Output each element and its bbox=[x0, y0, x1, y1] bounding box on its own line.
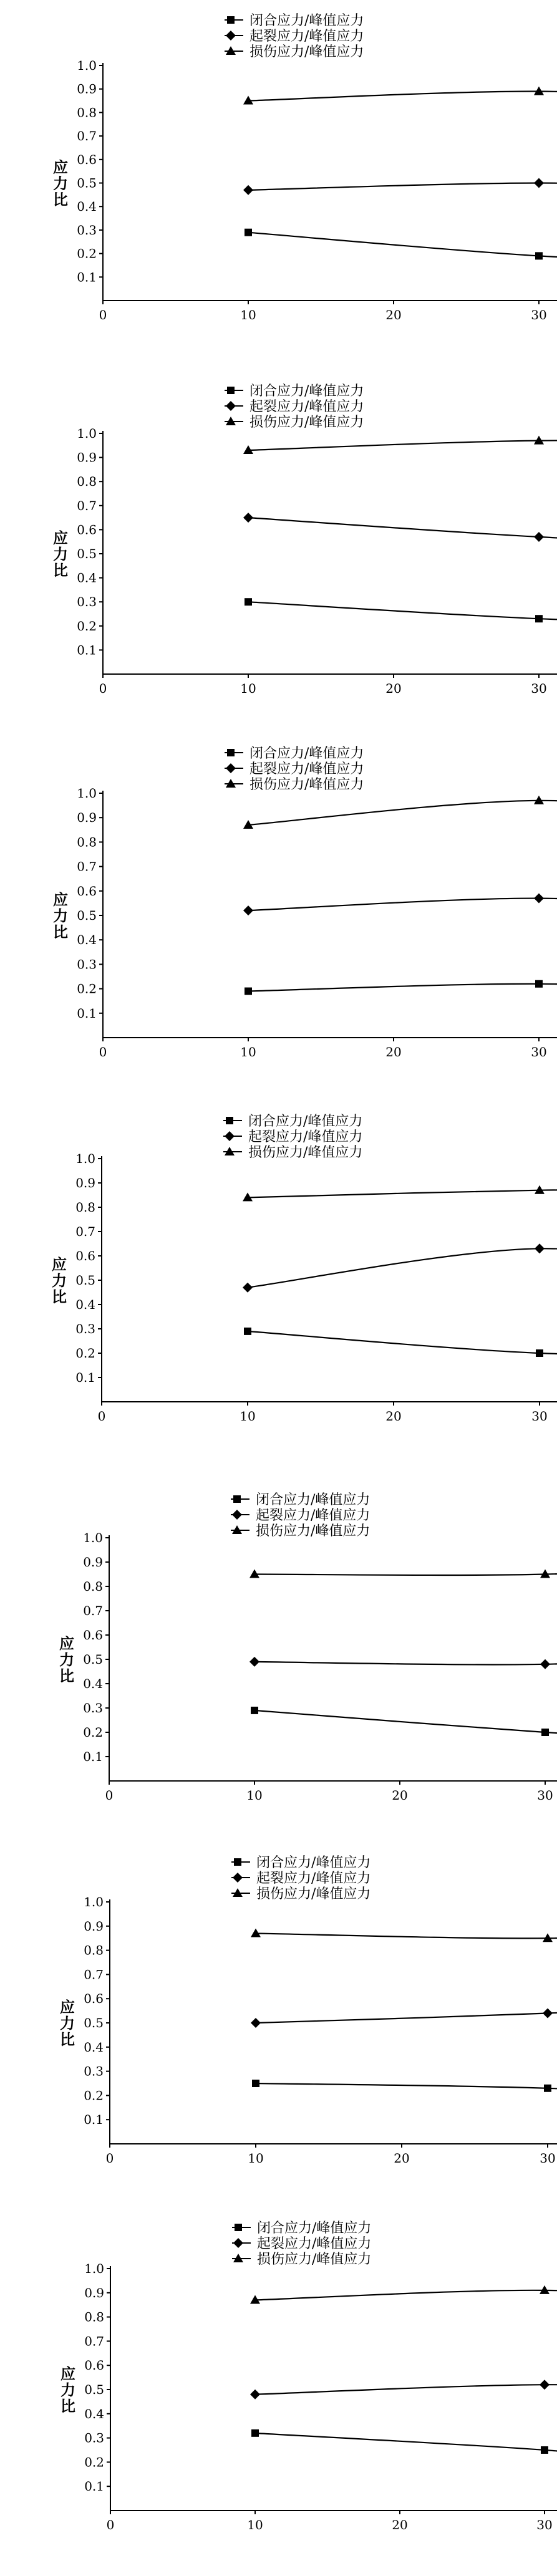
series-line-closure bbox=[248, 233, 557, 268]
x-tick-label: 20 bbox=[385, 1044, 401, 1059]
legend-diamond-marker-icon bbox=[226, 31, 236, 41]
y-tick-label: 0.9 bbox=[84, 2285, 104, 2300]
chart-panel-5 bbox=[57, 1492, 557, 1840]
y-axis-label: 应力比 bbox=[57, 1999, 75, 2048]
legend-diamond-marker-icon bbox=[226, 763, 236, 773]
data-point-diamond bbox=[243, 185, 253, 195]
chart-panel-6 bbox=[57, 1855, 557, 2202]
legend-label-crack: 起裂应力/峰值应力 bbox=[249, 761, 364, 777]
y-tick-label: 0.3 bbox=[77, 223, 97, 238]
y-tick-label: 0.3 bbox=[77, 594, 97, 609]
legend-label-closure: 闭合应力/峰值应力 bbox=[256, 1492, 370, 1508]
legend-label-crack: 起裂应力/峰值应力 bbox=[249, 399, 364, 415]
legend-square-marker-icon bbox=[227, 749, 235, 756]
y-tick-label: 0.6 bbox=[75, 1248, 95, 1263]
x-tick-label: 10 bbox=[246, 1788, 262, 1803]
y-tick-label: 0.4 bbox=[77, 199, 97, 214]
series-line-closure bbox=[256, 2083, 557, 2110]
y-tick-label: 0.7 bbox=[75, 1224, 95, 1239]
data-point-diamond bbox=[534, 894, 544, 904]
x-tick-label: 30 bbox=[531, 307, 546, 322]
legend-label-closure: 闭合应力/峰值应力 bbox=[256, 1855, 371, 1871]
legend-label-crack: 起裂应力/峰值应力 bbox=[256, 1871, 371, 1886]
y-tick-label: 0.9 bbox=[77, 810, 97, 825]
y-tick-label: 0.9 bbox=[75, 1175, 95, 1190]
y-tick-label: 0.4 bbox=[84, 2040, 104, 2055]
chart-panel-7 bbox=[58, 2221, 557, 2567]
y-tick-label: 0.6 bbox=[77, 884, 97, 899]
data-point-diamond bbox=[250, 2390, 260, 2400]
legend-label-closure: 闭合应力/峰值应力 bbox=[249, 746, 364, 761]
y-tick-label: 0.7 bbox=[84, 1967, 104, 1982]
y-tick-label: 0.6 bbox=[84, 1991, 104, 2006]
x-tick-label: 0 bbox=[106, 2151, 114, 2166]
y-tick-label: 0.6 bbox=[83, 1628, 103, 1643]
x-tick-label: 10 bbox=[240, 681, 256, 696]
legend-label-damage: 损伤应力/峰值应力 bbox=[249, 415, 364, 430]
series-line-damage bbox=[248, 1190, 557, 1198]
y-tick-label: 0.3 bbox=[83, 1700, 103, 1715]
series-line-closure bbox=[254, 1710, 557, 1749]
x-tick-label: 10 bbox=[240, 1409, 255, 1424]
y-tick-label: 0.7 bbox=[84, 2333, 104, 2348]
legend-diamond-marker-icon bbox=[226, 401, 236, 411]
y-tick-label: 1.0 bbox=[77, 426, 97, 441]
series-line-damage bbox=[254, 1562, 557, 1575]
y-tick-label: 0.6 bbox=[84, 2358, 104, 2373]
y-tick-label: 0.7 bbox=[77, 859, 97, 874]
series-line-crack bbox=[248, 518, 557, 544]
y-tick-label: 0.4 bbox=[75, 1297, 95, 1312]
series-line-closure bbox=[248, 1331, 557, 1366]
y-tick-label: 0.8 bbox=[77, 834, 97, 849]
legend-square-marker-icon bbox=[233, 1495, 241, 1503]
y-tick-label: 0.2 bbox=[84, 2454, 104, 2469]
y-tick-label: 0.5 bbox=[77, 546, 97, 561]
series-line-closure bbox=[255, 2433, 557, 2479]
data-point-square bbox=[251, 1707, 258, 1714]
y-tick-label: 0.2 bbox=[83, 1725, 103, 1740]
data-point-square bbox=[245, 598, 252, 605]
legend-diamond-marker-icon bbox=[225, 1131, 235, 1141]
y-tick-label: 0.8 bbox=[84, 2310, 104, 2325]
legend-square-marker-icon bbox=[234, 1858, 241, 1866]
data-point-square bbox=[535, 980, 543, 988]
series-line-crack bbox=[256, 2001, 557, 2023]
x-tick-label: 0 bbox=[107, 2517, 115, 2532]
legend-label-damage: 损伤应力/峰值应力 bbox=[257, 2252, 371, 2267]
y-tick-label: 0.3 bbox=[84, 2431, 104, 2446]
y-tick-label: 0.3 bbox=[84, 2064, 104, 2079]
x-tick-label: 20 bbox=[392, 1788, 407, 1803]
legend-label-crack: 起裂应力/峰值应力 bbox=[257, 2236, 371, 2252]
y-tick-label: 0.8 bbox=[77, 105, 97, 120]
series-line-crack bbox=[255, 2385, 557, 2395]
x-tick-label: 30 bbox=[540, 2151, 555, 2166]
y-tick-label: 0.5 bbox=[84, 2015, 104, 2030]
legend-label-crack: 起裂应力/峰值应力 bbox=[256, 1508, 370, 1523]
data-point-diamond bbox=[534, 532, 544, 542]
y-axis-label: 应力比 bbox=[51, 159, 69, 208]
y-tick-label: 0.8 bbox=[84, 1943, 104, 1958]
legend-label-damage: 损伤应力/峰值应力 bbox=[256, 1523, 370, 1539]
data-point-diamond bbox=[534, 178, 544, 188]
y-axis-label: 应力比 bbox=[49, 1256, 67, 1305]
legend-square-marker-icon bbox=[226, 1117, 233, 1124]
y-tick-label: 0.9 bbox=[77, 82, 97, 97]
x-tick-label: 30 bbox=[531, 1409, 547, 1424]
y-tick-label: 0.1 bbox=[84, 2479, 104, 2494]
y-tick-label: 0.1 bbox=[83, 1749, 103, 1764]
series-line-crack bbox=[248, 1248, 557, 1287]
data-point-square bbox=[245, 229, 252, 236]
data-point-square bbox=[541, 1729, 549, 1736]
data-point-square bbox=[536, 1349, 543, 1357]
y-tick-label: 0.5 bbox=[77, 908, 97, 923]
y-axis-label: 应力比 bbox=[57, 1635, 75, 1684]
y-tick-label: 0.1 bbox=[84, 2112, 104, 2127]
x-tick-label: 10 bbox=[248, 2151, 263, 2166]
series-line-closure bbox=[248, 984, 557, 995]
y-tick-label: 0.8 bbox=[83, 1579, 103, 1594]
y-tick-label: 0.1 bbox=[77, 642, 97, 657]
data-point-diamond bbox=[243, 513, 253, 523]
y-tick-label: 1.0 bbox=[77, 786, 97, 801]
x-tick-label: 0 bbox=[98, 1409, 106, 1424]
series-line-crack bbox=[248, 181, 557, 190]
legend-label-damage: 损伤应力/峰值应力 bbox=[256, 1886, 371, 1902]
x-tick-label: 30 bbox=[537, 1788, 553, 1803]
y-tick-label: 0.2 bbox=[75, 1346, 95, 1361]
data-point-diamond bbox=[540, 2380, 550, 2390]
y-tick-label: 1.0 bbox=[77, 58, 97, 73]
legend-diamond-marker-icon bbox=[233, 1873, 243, 1883]
y-tick-label: 0.5 bbox=[75, 1273, 95, 1288]
x-tick-label: 20 bbox=[385, 681, 401, 696]
series-line-damage bbox=[255, 2290, 557, 2315]
y-tick-label: 1.0 bbox=[75, 1151, 95, 1166]
legend-square-marker-icon bbox=[227, 387, 235, 394]
y-tick-label: 0.3 bbox=[75, 1321, 95, 1336]
y-tick-label: 0.2 bbox=[77, 982, 97, 996]
y-axis-label: 应力比 bbox=[51, 529, 69, 579]
y-axis-label: 应力比 bbox=[58, 2365, 76, 2414]
y-tick-label: 0.4 bbox=[77, 571, 97, 586]
y-tick-label: 0.4 bbox=[84, 2406, 104, 2421]
y-tick-label: 0.7 bbox=[77, 128, 97, 143]
legend-label-crack: 起裂应力/峰值应力 bbox=[249, 29, 364, 44]
y-tick-label: 0.4 bbox=[77, 932, 97, 947]
series-line-damage bbox=[248, 91, 557, 103]
legend-label-damage: 损伤应力/峰值应力 bbox=[248, 1145, 362, 1160]
series-line-closure bbox=[248, 602, 557, 635]
x-tick-label: 0 bbox=[99, 681, 107, 696]
data-point-diamond bbox=[543, 2008, 553, 2018]
data-point-square bbox=[251, 2429, 259, 2437]
legend-label-closure: 闭合应力/峰值应力 bbox=[257, 2221, 371, 2236]
y-tick-label: 0.6 bbox=[77, 522, 97, 537]
x-tick-label: 20 bbox=[392, 2517, 407, 2532]
data-point-diamond bbox=[540, 1659, 550, 1669]
y-tick-label: 0.7 bbox=[83, 1603, 103, 1618]
data-point-square bbox=[541, 2446, 548, 2454]
y-tick-label: 0.8 bbox=[77, 474, 97, 489]
data-point-diamond bbox=[249, 1657, 259, 1667]
y-tick-label: 0.4 bbox=[83, 1676, 103, 1691]
data-point-square bbox=[245, 988, 252, 995]
x-tick-label: 10 bbox=[240, 1044, 256, 1059]
legend-label-damage: 损伤应力/峰值应力 bbox=[249, 777, 364, 793]
y-axis-label: 应力比 bbox=[51, 891, 69, 940]
legend-label-closure: 闭合应力/峰值应力 bbox=[249, 384, 364, 399]
legend-square-marker-icon bbox=[227, 16, 235, 24]
y-tick-label: 0.2 bbox=[84, 2088, 104, 2103]
legend-label-damage: 损伤应力/峰值应力 bbox=[249, 44, 364, 60]
data-point-square bbox=[535, 252, 543, 259]
x-tick-label: 30 bbox=[531, 1044, 546, 1059]
x-tick-label: 10 bbox=[240, 307, 256, 322]
chart-panel-3 bbox=[51, 746, 557, 1099]
x-tick-label: 10 bbox=[247, 2517, 263, 2532]
y-tick-label: 0.5 bbox=[83, 1652, 103, 1667]
data-point-square bbox=[535, 615, 543, 622]
y-tick-label: 0.6 bbox=[77, 152, 97, 167]
legend-diamond-marker-icon bbox=[232, 1510, 242, 1520]
series-line-crack bbox=[248, 899, 557, 914]
x-tick-label: 0 bbox=[105, 1788, 114, 1803]
y-tick-label: 0.7 bbox=[77, 498, 97, 513]
y-tick-label: 1.0 bbox=[84, 1894, 104, 1909]
y-tick-label: 1.0 bbox=[84, 2261, 104, 2276]
x-tick-label: 30 bbox=[531, 681, 546, 696]
data-point-diamond bbox=[251, 2018, 261, 2028]
y-tick-label: 0.1 bbox=[77, 269, 97, 284]
y-tick-label: 0.5 bbox=[77, 176, 97, 191]
y-tick-label: 1.0 bbox=[83, 1530, 103, 1545]
legend-diamond-marker-icon bbox=[233, 2238, 243, 2248]
y-tick-label: 0.9 bbox=[83, 1555, 103, 1570]
chart-panel-4 bbox=[49, 1114, 557, 1462]
y-tick-label: 0.1 bbox=[77, 1006, 97, 1021]
legend-square-marker-icon bbox=[235, 2224, 242, 2231]
series-line-damage bbox=[256, 1929, 557, 1941]
series-line-damage bbox=[248, 801, 557, 825]
y-tick-label: 0.3 bbox=[77, 957, 97, 972]
y-tick-label: 0.2 bbox=[77, 619, 97, 634]
x-tick-label: 20 bbox=[394, 2151, 409, 2166]
chart-panel-2 bbox=[51, 384, 557, 734]
y-tick-label: 0.9 bbox=[77, 450, 97, 465]
y-tick-label: 0.1 bbox=[75, 1370, 95, 1385]
x-tick-label: 0 bbox=[99, 307, 107, 322]
x-tick-label: 0 bbox=[99, 1044, 107, 1059]
legend-label-crack: 起裂应力/峰值应力 bbox=[248, 1129, 362, 1145]
x-tick-label: 20 bbox=[385, 1409, 401, 1424]
y-tick-label: 0.5 bbox=[84, 2382, 104, 2397]
x-tick-label: 20 bbox=[385, 307, 401, 322]
y-tick-label: 0.8 bbox=[75, 1200, 95, 1215]
data-point-square bbox=[252, 2080, 259, 2087]
series-line-damage bbox=[248, 440, 557, 455]
data-point-diamond bbox=[243, 1283, 253, 1293]
data-point-diamond bbox=[535, 1243, 545, 1253]
y-tick-label: 0.2 bbox=[77, 246, 97, 261]
chart-panel-1 bbox=[51, 13, 557, 364]
series-line-crack bbox=[254, 1647, 557, 1665]
legend-label-closure: 闭合应力/峰值应力 bbox=[248, 1114, 362, 1129]
x-tick-label: 30 bbox=[536, 2517, 552, 2532]
data-point-square bbox=[244, 1328, 251, 1335]
y-tick-label: 0.9 bbox=[84, 1919, 104, 1934]
legend-label-closure: 闭合应力/峰值应力 bbox=[249, 13, 364, 29]
data-point-diamond bbox=[243, 905, 253, 915]
data-point-square bbox=[544, 2085, 551, 2092]
